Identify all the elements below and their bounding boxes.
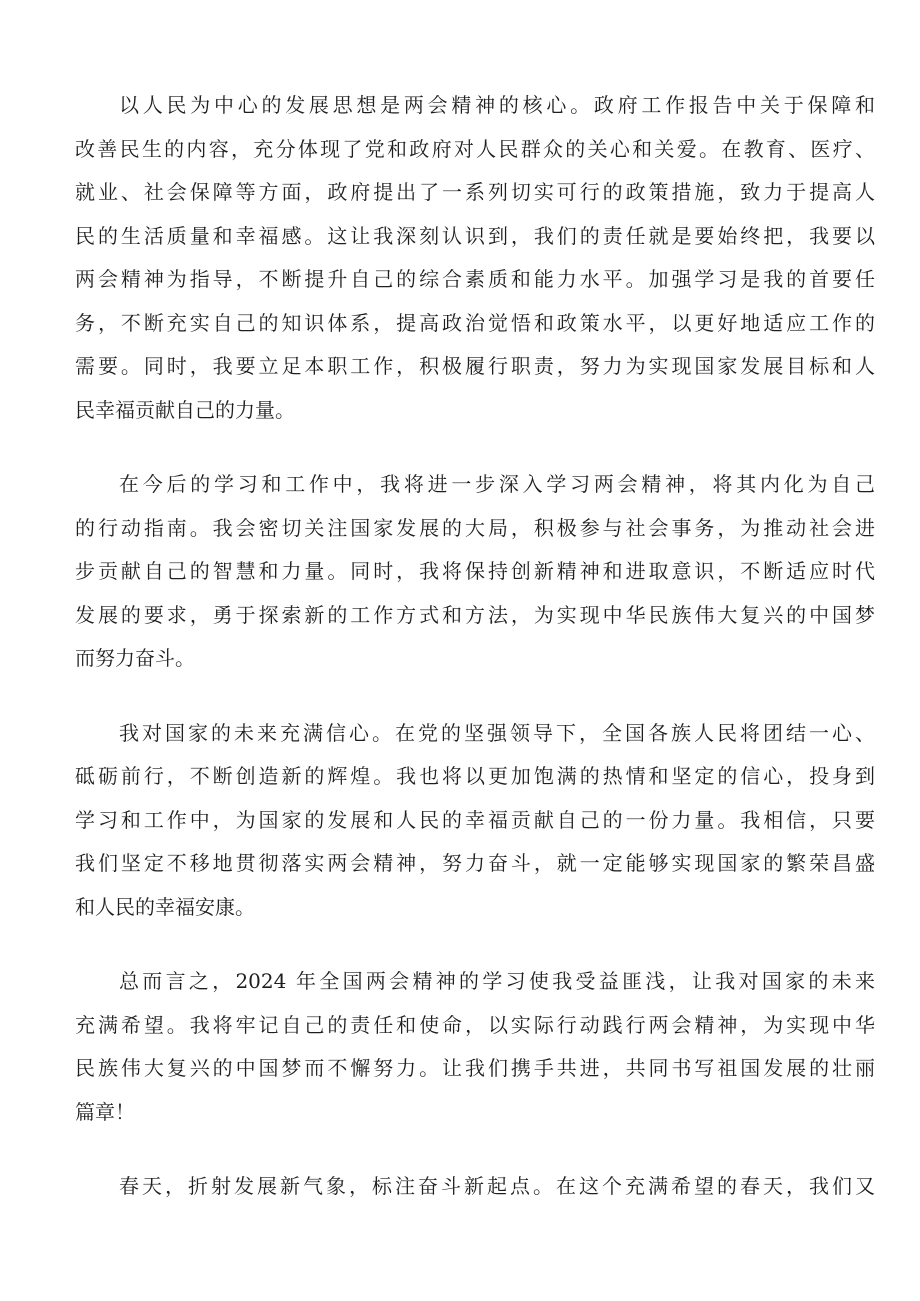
text-line: 砥砺前行，不断创造新的辉煌。我也将以更加饱满的热情和坚定的信心，投身到 (75, 764, 875, 788)
text-line: 以人民为中心的发展思想是两会精神的核心。政府工作报告中关于保障和 (119, 93, 875, 117)
text-line: 民的生活质量和幸福感。这让我深刻认识到，我们的责任就是要始终把，我要以 (75, 223, 875, 248)
paragraph (75, 463, 875, 681)
text-line: 两会精神为指导，不断提升自己的综合素质和能力水平。加强学习是我的首要任 (75, 267, 875, 291)
text-line: 务，不断充实自己的知识体系，提高政治觉悟和政策水平，以更好地适应工作的 (75, 310, 875, 335)
text-line: 民幸福贡献自己的力量。 (75, 397, 295, 422)
text-line: 我们坚定不移地贯彻落实两会精神，努力奋斗，就一定能够实现国家的繁荣昌盛 (75, 851, 875, 875)
text-line: 就业、社会保障等方面，政府提出了一系列切实可行的政策措施，致力于提高人 (75, 180, 875, 204)
text-line: 改善民生的内容，充分体现了党和政府对人民群众的关心和关爱。在教育、医疗、 (75, 136, 875, 161)
text-line: 春天，折射发展新气象，标注奋斗新起点。在这个充满希望的春天，我们又 (119, 1174, 875, 1198)
paragraph (75, 1165, 875, 1209)
paragraph (75, 84, 875, 432)
text-line: 而努力奋斗。 (75, 646, 195, 670)
text-line: 我对国家的未来充满信心。在党的坚强领导下，全国各族人民将团结一心、 (119, 720, 875, 745)
text-line: 篇章！ (75, 1099, 135, 1124)
text-line: 发展的要求，勇于探索新的工作方式和方法，为实现中华民族伟大复兴的中国梦 (75, 602, 875, 627)
text-line: 民族伟大复兴的中国梦而不懈努力。让我们携手共进，共同书写祖国发展的壮丽 (75, 1056, 875, 1080)
text-line: 充满希望。我将牢记自己的责任和使命，以实际行动践行两会精神，为实现中华 (75, 1012, 875, 1037)
paragraph (75, 712, 875, 930)
text-line: 需要。同时，我要立足本职工作，积极履行职责，努力为实现国家发展目标和人 (75, 354, 875, 378)
document-body (75, 84, 875, 1240)
text-line: 步贡献自己的智慧和力量。同时，我将保持创新精神和进取意识，不断适应时代 (75, 559, 875, 583)
paragraph (75, 960, 875, 1134)
text-line: 总而言之，2024 年全国两会精神的学习使我受益匪浅，让我对国家的未来 (119, 969, 875, 993)
text-line: 学习和工作中，为国家的发展和人民的幸福贡献自己的一份力量。我相信，只要 (75, 807, 875, 832)
text-line: 和人民的幸福安康。 (75, 894, 255, 919)
text-line: 的行动指南。我会密切关注国家发展的大局，积极参与社会事务，为推动社会进 (75, 515, 875, 540)
text-line: 在今后的学习和工作中，我将进一步深入学习两会精神，将其内化为自己 (119, 472, 875, 496)
